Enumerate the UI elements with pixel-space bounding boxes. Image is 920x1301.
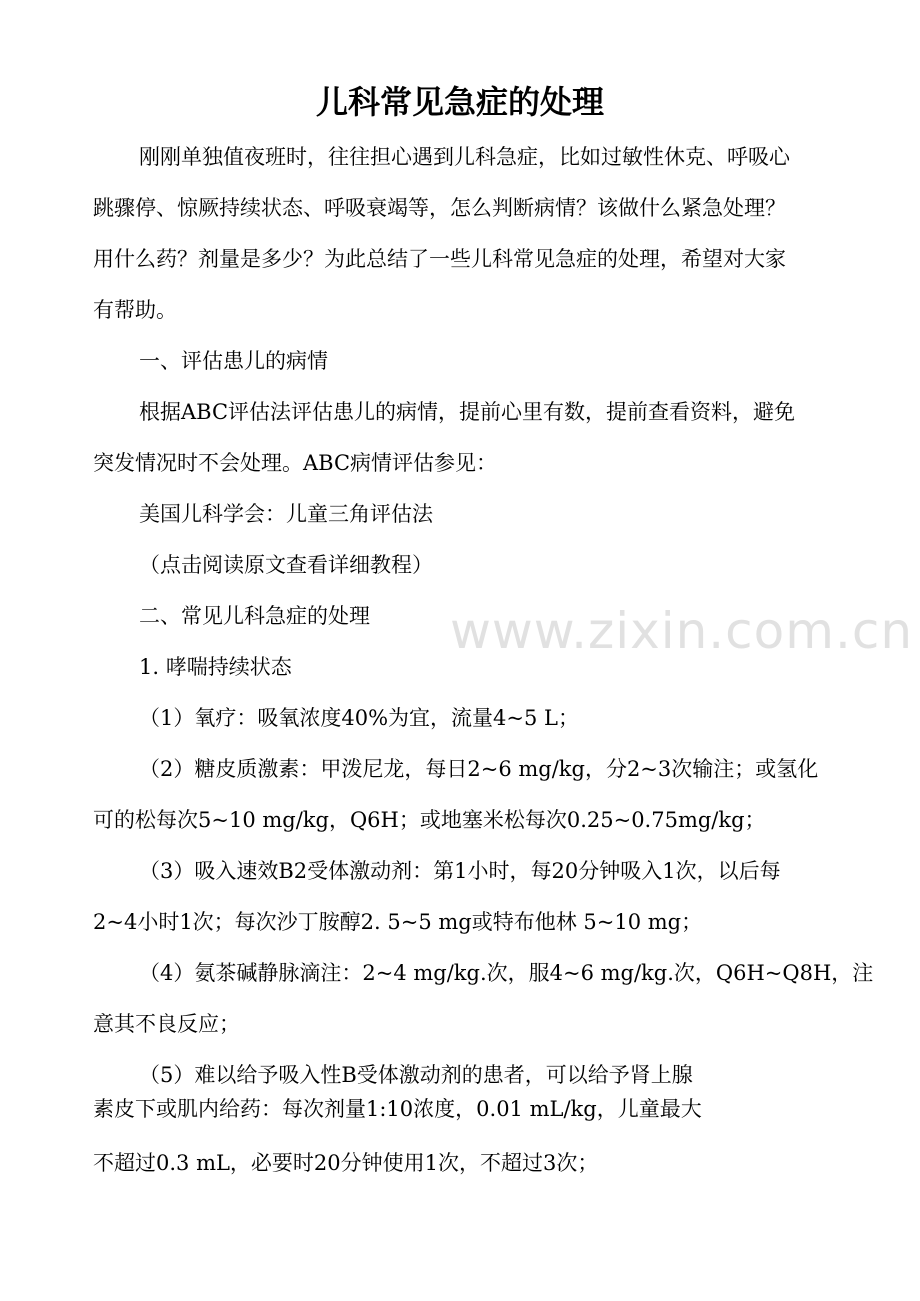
section1-body-line: 根据ABC评估法评估患儿的病情，提前心里有数，提前查看资料，避免 (139, 400, 796, 424)
point-line: 素皮下或肌内给药：每次剂量1:10浓度，0.01 mL/kg，儿童最大 (93, 1097, 702, 1121)
section1-body-line: 突发情况时不会处理。ABC病情评估参见： (93, 451, 498, 475)
item1-heading: 1. 哮喘持续状态 (139, 655, 292, 679)
reference-note: （点击阅读原文查看详细教程） (139, 553, 433, 577)
point-line: （5）难以给予吸入性B受体激动剂的患者，可以给予肾上腺 (139, 1063, 693, 1087)
document-title: 儿科常见急症的处理 (315, 83, 604, 121)
intro-line: 用什么药？剂量是多少？为此总结了一些儿科常见急症的处理，希望对大家 (93, 247, 786, 271)
intro-line: 有帮助。 (93, 298, 177, 322)
point-line: （3）吸入速效B2受体激动剂：第1小时，每20分钟吸入1次，以后每 (139, 859, 781, 883)
watermark: www.zixin.com.cn (450, 602, 914, 660)
intro-line: 跳骤停、惊厥持续状态、呼吸衰竭等，怎么判断病情？该做什么紧急处理？ (93, 196, 786, 220)
point-line: 2~4小时1次；每次沙丁胺醇2. 5~5 mg或特布他林 5~10 mg； (93, 910, 703, 934)
section2-heading: 二、常见儿科急症的处理 (139, 604, 370, 628)
point-line: （4）氨茶碱静脉滴注：2~4 mg/kg.次，服4~6 mg/kg.次，Q6H~Q8H，注 (139, 961, 874, 985)
section1-heading: 一、评估患儿的病情 (139, 349, 328, 373)
point-line: 可的松每次5~10 mg/kg，Q6H；或地塞米松每次0.25~0.75mg/kg； (93, 808, 766, 832)
reference-title: 美国儿科学会：儿童三角评估法 (139, 502, 433, 526)
point-line: 不超过0.3 mL，必要时20分钟使用1次，不超过3次； (93, 1151, 599, 1175)
point-line: （1）氧疗：吸氧浓度40%为宜，流量4~5 L； (139, 706, 579, 730)
point-line: （2）糖皮质激素：甲泼尼龙，每日2~6 mg/kg，分2~3次输注；或氢化 (139, 757, 819, 781)
point-line: 意其不良反应； (93, 1012, 240, 1036)
intro-line: 刚刚单独值夜班时，往往担心遇到儿科急症，比如过敏性休克、呼吸心 (139, 145, 790, 169)
